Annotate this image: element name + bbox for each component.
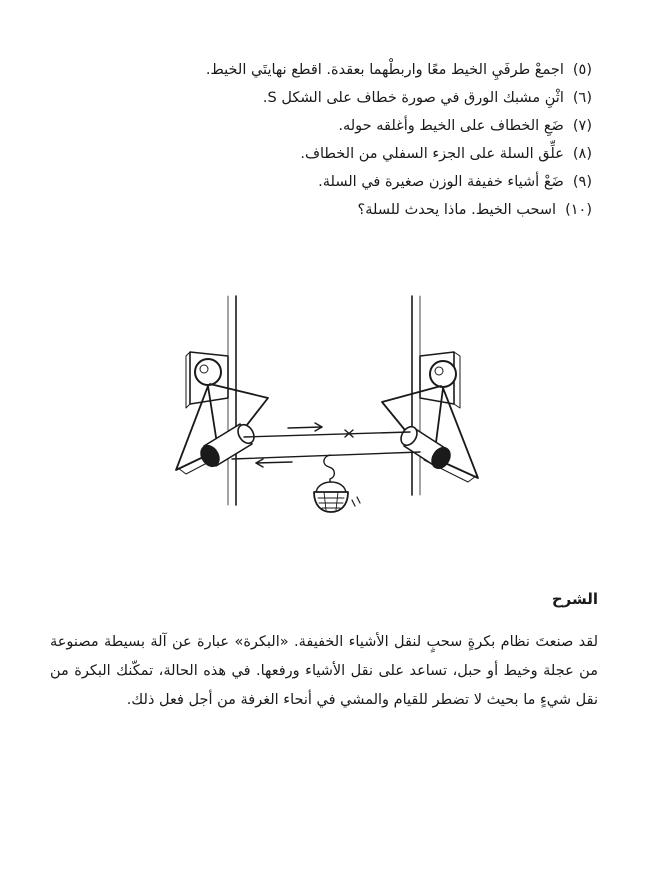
motion-lines <box>352 497 360 506</box>
right-spool <box>398 424 454 472</box>
step-text: ضَعِ الخطاف على الخيط وأغلقه حوله. <box>338 118 564 134</box>
section-heading: الشرح <box>551 590 598 608</box>
explanation-paragraph: لقد صنعتَ نظام بكرةٍ سحبٍ لنقل الأشياء الخفيفة. «البكرة» عبارة عن آلة بسيطة مصنوعة من عجلة وخيط أو حبل، تساعد على نقل الأشياء ورفعها. في هذه الحالة، تمكّنك البكرة من نقل شيءٍ ما بحيث لا تضطر للقيام والمشي في أنحاء الغرفة من أجل فعل ذلك. <box>50 634 598 708</box>
step-text: علِّق السلة على الجزء السفلي من الخطاف. <box>300 146 564 162</box>
step-5 <box>72 56 592 84</box>
right-door-frame <box>412 296 420 495</box>
step-text: اسحب الخيط. ماذا يحدث للسلة؟ <box>357 202 557 218</box>
step-number: (٥) <box>572 62 592 78</box>
right-door-knob <box>420 352 460 408</box>
arrow-left-icon <box>256 459 292 467</box>
string-loop <box>232 432 420 459</box>
arrow-right-icon <box>288 423 322 431</box>
step-9 <box>72 168 592 196</box>
step-text: اجمعْ طرفَيِ الخيط معًا واربطْهما بعقدة. اقطع نهايتَي الخيط. <box>205 62 564 78</box>
basket <box>314 482 348 512</box>
pulley-illustration <box>160 290 500 520</box>
step-10 <box>72 196 592 224</box>
step-number: (٨) <box>572 146 592 162</box>
instruction-steps <box>72 56 592 224</box>
step-number: (٧) <box>572 118 592 134</box>
step-number: (١٠) <box>565 202 592 218</box>
left-spool <box>197 422 257 470</box>
step-number: (٩) <box>572 174 592 190</box>
step-text: اثْنِ مشبك الورق في صورة خطاف على الشكل S. <box>262 90 564 106</box>
step-6 <box>72 84 592 112</box>
left-door-frame <box>228 296 236 505</box>
step-8 <box>72 140 592 168</box>
step-7 <box>72 112 592 140</box>
paper-clip-hook <box>324 455 335 482</box>
left-door-knob <box>186 352 228 408</box>
step-text: ضَعْ أشياء خفيفة الوزن صغيرة في السلة. <box>318 174 564 190</box>
step-number: (٦) <box>572 90 592 106</box>
